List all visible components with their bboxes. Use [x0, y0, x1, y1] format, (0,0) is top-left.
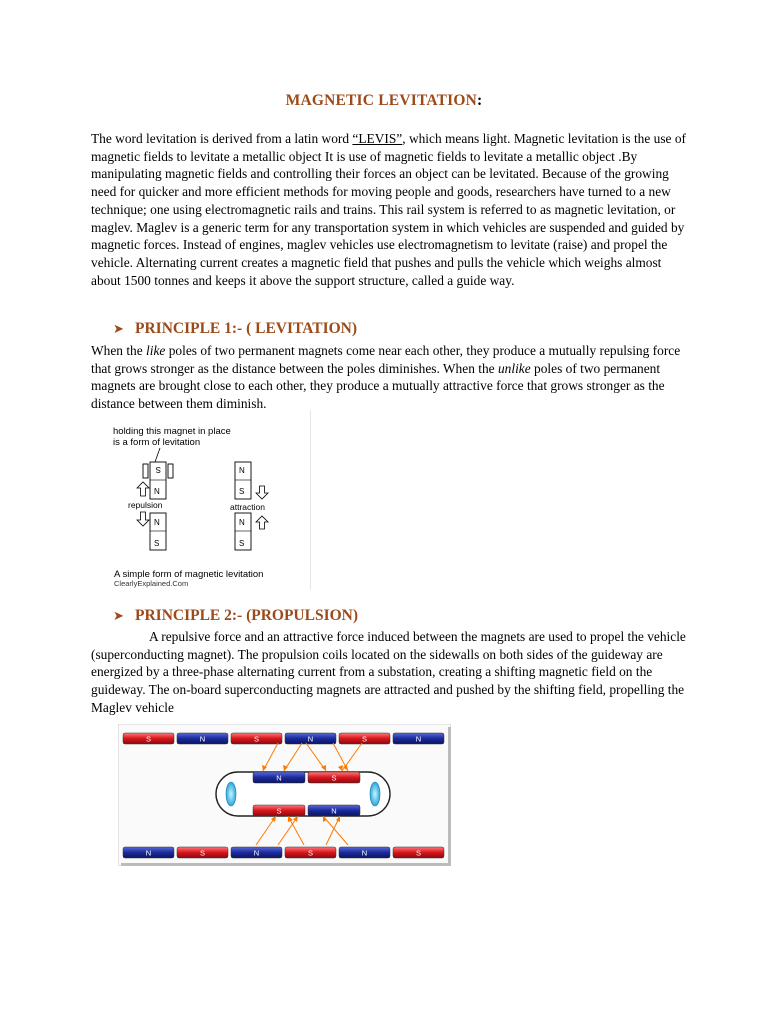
arrow-bullet-icon: ➤	[113, 322, 124, 337]
svg-text:N: N	[154, 487, 160, 496]
svg-text:N: N	[239, 466, 245, 475]
bottom-rail-magnet-label: N	[361, 848, 368, 858]
attraction-label: attraction	[230, 502, 265, 512]
top-rail-magnet-label: N	[415, 734, 422, 744]
figure-top-label-1: holding this magnet in place	[113, 426, 231, 437]
top-rail-magnet-label: S	[361, 734, 368, 744]
svg-text:S: S	[239, 539, 245, 548]
vehicle-right-cap	[370, 782, 380, 806]
principle-1-heading: ➤ PRINCIPLE 1:- ( LEVITATION)	[113, 320, 358, 337]
svg-text:S: S	[154, 539, 160, 548]
down-arrow-icon	[256, 486, 268, 499]
svg-text:S: S	[239, 487, 245, 496]
top-rail-magnet-label: S	[253, 734, 260, 744]
top-rail-magnet-label: S	[145, 734, 152, 744]
arrow-bullet-icon: ➤	[113, 609, 124, 624]
repulsion-label: repulsion	[128, 500, 163, 510]
figure-top-label-2: is a form of levitation	[113, 437, 201, 448]
svg-text:N: N	[154, 518, 160, 527]
bottom-rail-magnet-label: N	[145, 848, 152, 858]
vehicle-top-magnet-label: N	[276, 773, 282, 783]
propulsion-figure	[118, 724, 451, 866]
intro-paragraph: The word levitation is derived from a latin word “LEVIS”, which means light. Magnetic levitation is the use of magnetic fields to levitate a metallic object It is use of magnetic fields to levitate a metallic object .By manipulating magnetic fields and controlling their forces an object can be levitated. Because of the growing need for quicker and more efficient methods for moving people and goods, researchers have turned to a new technique; one using electromagnetic rails and trains. This rail system is referred to as magnetic levitation, or maglev. Maglev is a generic term for any transportation system in which vehicles are suspended and guided by magnetic forces. Instead of engines, maglev vehicles use electromagnetism to levitate (raise) and propel the vehicle. Alternating current creates a magnetic field that pushes and pulls the vehicle which weighs almost about 1500 tonnes and keeps it above the support structure, called a guide way.	[91, 131, 686, 288]
vehicle-bottom-magnet-label: S	[276, 806, 282, 816]
figure-credit: ClearlyExplained.Com	[114, 579, 189, 588]
principle-2-heading: ➤ PRINCIPLE 2:- (PROPULSION)	[113, 607, 359, 624]
vehicle-top-magnet-label: S	[331, 773, 337, 783]
finger-right	[168, 464, 173, 478]
figure-caption: A simple form of magnetic levitation	[114, 569, 264, 580]
principle-1-paragraph: When the like poles of two permanent magnets come near each other, they produce a mutually repulsing force that grows stronger as the distance between the poles diminishes. When the unlike poles of two permanent magnets are brought close to each other, they produce a mutually attractive force that grows stronger as the distance between them diminish.	[91, 343, 681, 412]
levis-word: “LEVIS”	[352, 131, 403, 146]
bottom-rail-magnet-label: N	[253, 848, 260, 858]
up-arrow-icon	[137, 482, 149, 496]
vehicle-left-cap	[226, 782, 236, 806]
vehicle-bottom-magnet-label: N	[331, 806, 337, 816]
bottom-rail-magnet-label: S	[415, 848, 422, 858]
bottom-rail-magnet-label: S	[307, 848, 314, 858]
up-arrow-icon	[256, 516, 268, 529]
down-arrow-icon	[137, 512, 149, 526]
top-rail-magnet-label: N	[199, 734, 206, 744]
svg-text:S: S	[155, 465, 161, 474]
finger-left	[143, 464, 148, 478]
bottom-rail-magnet-label: S	[199, 848, 206, 858]
page-title: MAGNETIC LEVITATION:	[285, 92, 483, 109]
principle-2-paragraph: A repulsive force and an attractive force induced between the magnets are used to propel the vehicle (superconducting magnet). The propulsion coils located on the sidewalls on both sides of the guideway are energized by a three-phase alternating current from a substation, creating a shifting magnetic field on the guideway. The on-board superconducting magnets are attracted and pushed by the shifting field, propelling the Maglev vehicle	[91, 629, 686, 715]
levitation-figure	[110, 410, 311, 590]
svg-text:N: N	[239, 518, 245, 527]
top-rail-magnet-label: N	[307, 734, 314, 744]
